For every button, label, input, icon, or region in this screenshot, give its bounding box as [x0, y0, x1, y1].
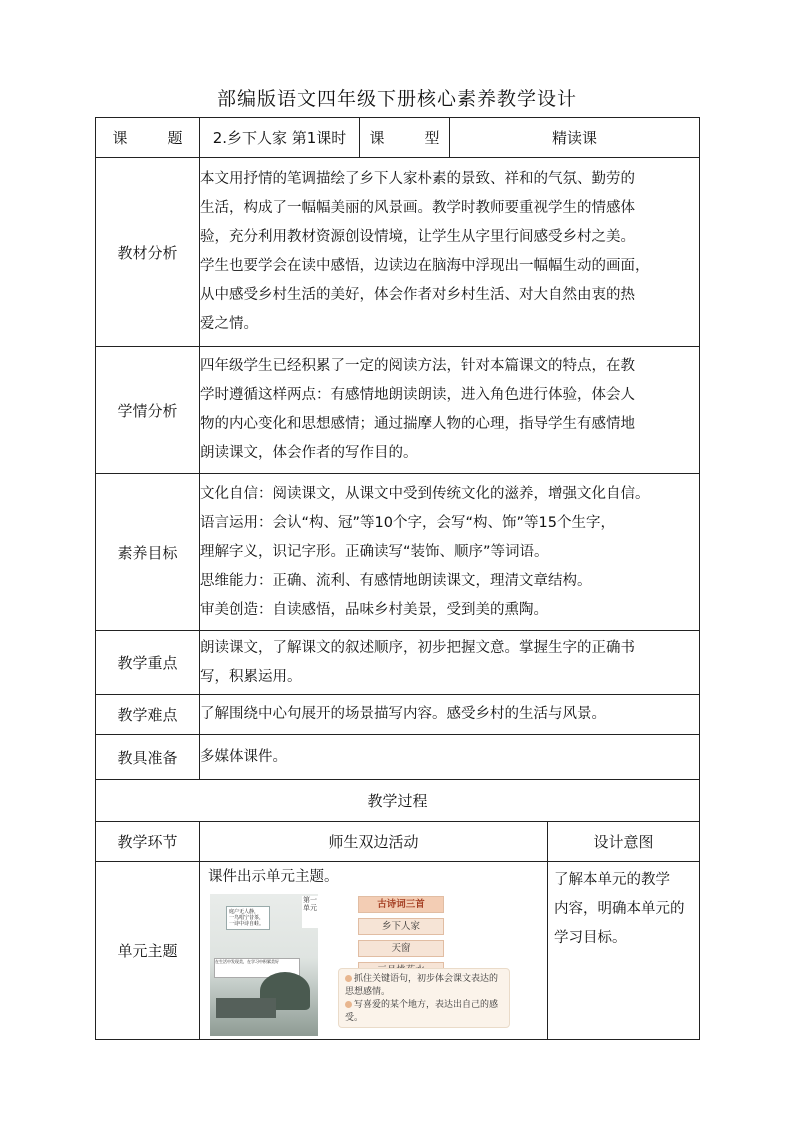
house-illustration	[216, 998, 276, 1018]
key-text: 朗读课文，了解课文的叙述顺序，初步把握文意。掌握生字的正确书 写，积累运用。	[200, 631, 700, 695]
students-label: 学情分析	[96, 347, 200, 474]
header-row	[96, 118, 700, 158]
tag-item: 天窗	[358, 940, 444, 957]
material-row	[96, 158, 700, 347]
unit-theme-intent: 了解本单元的教学 内容，明确本单元的 学习目标。	[548, 862, 700, 1040]
key-label: 教学重点	[96, 631, 200, 695]
process-title-row	[96, 780, 700, 822]
document-title: 部编版语文四年级下册核心素养教学设计	[216, 88, 577, 110]
key-row	[96, 631, 700, 695]
type-value: 精读课	[450, 118, 700, 158]
bullet-icon	[345, 975, 352, 982]
difficulty-text: 了解围绕中心句展开的场景描写内容。感受乡村的生活与风景。	[200, 695, 700, 735]
col-stage: 教学环节	[96, 822, 200, 862]
type-label: 课 型	[360, 118, 450, 158]
activity-text: 课件出示单元主题。	[208, 869, 339, 885]
process-header-row	[96, 822, 700, 862]
goals-text: 文化自信：阅读课文，从课文中受到传统文化的滋养，增强文化自信。 语言运用：会认“构、冠”等10个字，会写“构、饰”等15个生字， 理解字义，识记字形。正确读写“装饰、顺序”等词语。 思维能力：正确、流利、有感情地朗读课文，理清文章结构。 审美创造：自读感悟，品味乡村美景，受到美的熏陶。	[200, 474, 700, 631]
unit-theme-activity	[200, 862, 548, 1040]
unit-mark: 第一单元	[302, 896, 318, 928]
unit-theme-label: 单元主题	[96, 862, 200, 1040]
tools-row	[96, 735, 700, 780]
tools-label: 教具准备	[96, 735, 200, 780]
students-text: 四年级学生已经积累了一定的阅读方法，针对本篇课文的特点，在教 学时遵循这样两点：有感情地朗读朗读，进入角色进行体验，体会人 物的内心变化和思想感情；通过揣摩人物的心理，指导学生有感情地 朗读课文，体会作者的写作目的。	[200, 347, 700, 474]
col-intent: 设计意图	[548, 822, 700, 862]
illustration-note: 在生活中发现美，在学习中积累美好	[214, 958, 300, 978]
process-title: 教学过程	[96, 780, 700, 822]
lesson-plan-table	[95, 117, 700, 1040]
poem-card: 庭户无人静， 一鸟唱宁昔茶， 一诗中诗自蛙。	[226, 906, 270, 930]
topic-label: 课 题	[96, 118, 200, 158]
tools-text: 多媒体课件。	[200, 735, 700, 780]
goals-label: 素养目标	[96, 474, 200, 631]
tag-item: 古诗词三首	[358, 896, 444, 913]
material-text: 本文用抒情的笔调描绘了乡下人家朴素的景致、祥和的气氛、勤劳的 生活，构成了一幅幅美丽的风景画。教学时教师要重视学生的情感体 验，充分利用教材资源创设情境，让学生从字里行间感受乡村之美。 学生也要学会在读中感悟，边读边在脑海中浮现出一幅幅生动的画面， 从中感受乡村生活的美好，体会作者对乡村生活、对大自然由衷的热 爱之情。	[200, 158, 700, 347]
unit-theme-image	[210, 894, 510, 1036]
tag-item: 乡下人家	[358, 918, 444, 935]
difficulty-row	[96, 695, 700, 735]
goals-row	[96, 474, 700, 631]
topic-value: 2.乡下人家 第1课时	[200, 118, 360, 158]
material-label: 教材分析	[96, 158, 200, 347]
bullet-icon	[345, 1001, 352, 1008]
unit-goal-box: 抓住关键语句，初步体会课文表达的 思想感情。 写喜爱的某个地方，表达出自己的感 受。	[338, 968, 510, 1028]
unit-theme-row	[96, 862, 700, 1040]
students-row	[96, 347, 700, 474]
difficulty-label: 教学难点	[96, 695, 200, 735]
col-activity: 师生双边活动	[200, 822, 548, 862]
